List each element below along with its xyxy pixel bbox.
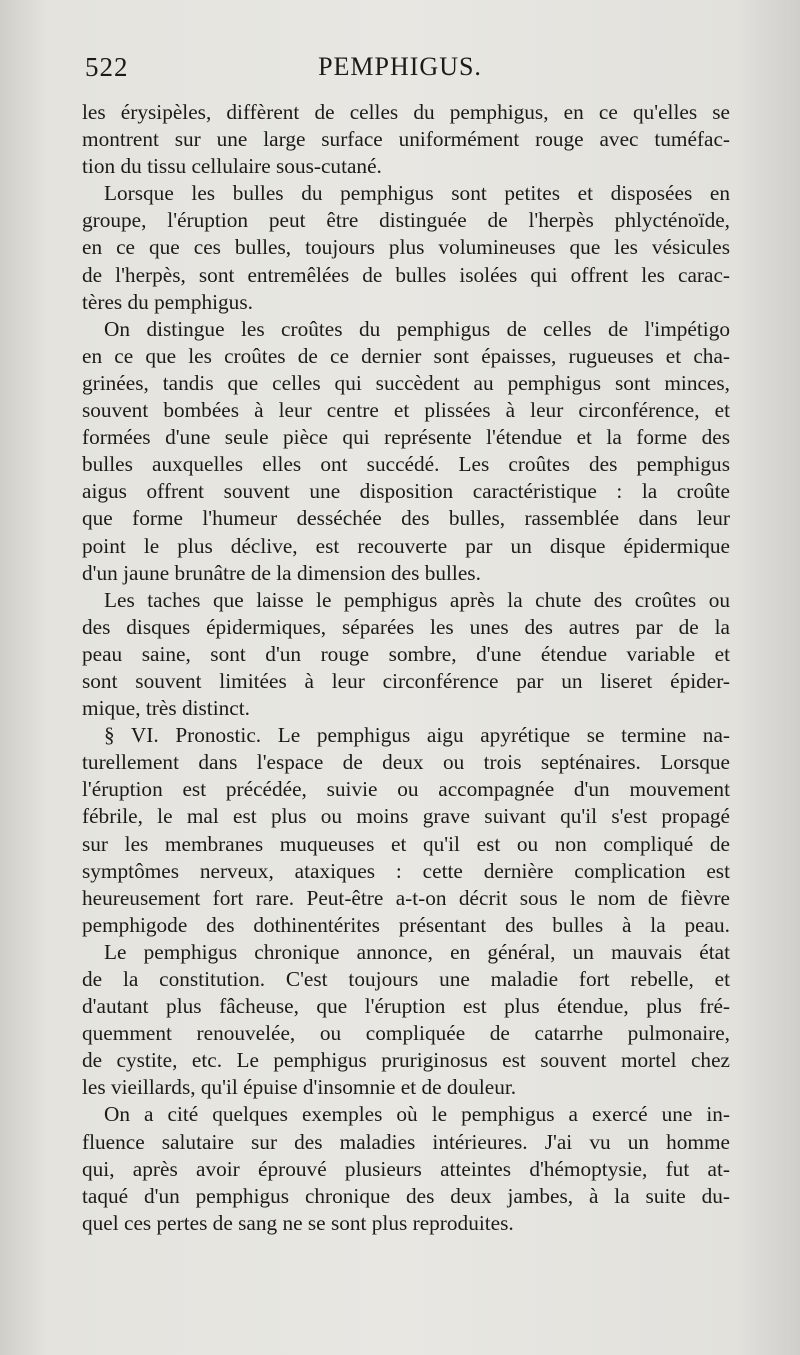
- text-line: symptômes nerveux, ataxiques : cette dernière complication est: [82, 858, 730, 883]
- paragraph: [82, 939, 730, 1102]
- paragraph: [82, 99, 730, 180]
- paragraph: [82, 316, 730, 587]
- text-line: fluence salutaire sur des maladies intérieures. J'ai vu un homme: [82, 1129, 730, 1154]
- text-line: formées d'une seule pièce qui représente l'étendue et la forme des: [82, 425, 730, 450]
- text-line: grinées, tandis que celles qui succèdent au pemphigus sont minces,: [82, 370, 730, 395]
- text-line: en ce que ces bulles, toujours plus volumineuses que les vésicules: [82, 235, 730, 260]
- text-line: turellement dans l'espace de deux ou trois septénaires. Lorsque: [82, 750, 730, 775]
- paragraph: [82, 180, 730, 315]
- text-line: On a cité quelques exemples où le pemphigus a exercé une in-: [104, 1102, 730, 1127]
- text-line: bulles auxquelles elles ont succédé. Les croûtes des pemphigus: [82, 452, 730, 477]
- text-line: pemphigode des dothinentérites présentant des bulles à la peau.: [82, 912, 730, 937]
- text-line: de la constitution. C'est toujours une maladie fort rebelle, et: [82, 967, 730, 991]
- text-line: quel ces pertes de sang ne se sont plus reproduites.: [82, 1210, 514, 1235]
- text-line: Les taches que laisse le pemphigus après la chute des croûtes ou: [104, 587, 730, 612]
- paragraph: [82, 722, 730, 939]
- body-text: [82, 99, 730, 1237]
- text-line: de cystite, etc. Le pemphigus pruriginosus est souvent mortel chez: [82, 1048, 730, 1073]
- text-line: Lorsque les bulles du pemphigus sont petites et disposées en: [104, 181, 730, 206]
- text-line: taqué d'un pemphigus chronique des deux jambes, à la suite du-: [82, 1183, 730, 1208]
- text-line: l'éruption est précédée, suivie ou accompagnée d'un mouvement: [82, 777, 730, 802]
- text-line: que forme l'humeur desséchée des bulles, rassemblée dans leur: [82, 506, 730, 531]
- text-line: mique, très distinct.: [82, 696, 250, 721]
- text-line: montrent sur une large surface uniformément rouge avec tuméfac-: [82, 127, 730, 152]
- text-line: § VI. Pronostic. Le pemphigus aigu apyrétique se termine na-: [104, 723, 730, 748]
- text-line: groupe, l'éruption peut être distinguée de l'herpès phlycténoïde,: [82, 208, 730, 233]
- text-line: On distingue les croûtes du pemphigus de celles de l'impétigo: [104, 316, 730, 341]
- text-line: tères du pemphigus.: [82, 289, 253, 314]
- paragraph: [82, 587, 730, 722]
- page-number: 522: [85, 52, 129, 82]
- running-title: PEMPHIGUS.: [318, 52, 482, 81]
- text-line: qui, après avoir éprouvé plusieurs atteintes d'hémoptysie, fut at-: [82, 1156, 730, 1181]
- text-line: les érysipèles, diffèrent de celles du pemphigus, en ce qu'elles se: [82, 100, 730, 124]
- text-line: Le pemphigus chronique annonce, en général, un mauvais état: [104, 939, 730, 964]
- paragraph: [82, 1101, 730, 1236]
- text-line: en ce que les croûtes de ce dernier sont épaisses, rugueuses et cha-: [82, 343, 730, 368]
- text-line: les vieillards, qu'il épuise d'insomnie et de douleur.: [82, 1075, 517, 1100]
- text-line: point le plus déclive, est recouverte par un disque épidermique: [82, 533, 730, 558]
- text-line: fébrile, le mal est plus ou moins grave suivant qu'il s'est propagé: [82, 804, 730, 829]
- text-line: tion du tissu cellulaire sous-cutané.: [82, 154, 382, 179]
- text-line: d'autant plus fâcheuse, que l'éruption est plus étendue, plus fré-: [82, 994, 730, 1019]
- text-line: de l'herpès, sont entremêlées de bulles isolées qui offrent les carac-: [82, 262, 730, 287]
- text-line: quemment renouvelée, ou compliquée de catarrhe pulmonaire,: [82, 1021, 730, 1046]
- text-line: sont souvent limitées à leur circonférence par un liseret épider-: [82, 668, 730, 693]
- text-line: aigus offrent souvent une disposition caractéristique : la croûte: [82, 479, 730, 504]
- page-header: [80, 52, 720, 92]
- text-line: souvent bombées à leur centre et plissées à leur circonférence, et: [82, 398, 730, 423]
- text-line: d'un jaune brunâtre de la dimension des bulles.: [82, 560, 481, 585]
- text-line: sur les membranes muqueuses et qu'il est ou non compliqué de: [82, 831, 730, 856]
- text-line: peau saine, sont d'un rouge sombre, d'une étendue variable et: [82, 641, 730, 666]
- text-line: des disques épidermiques, séparées les unes des autres par de la: [82, 614, 730, 639]
- text-line: heureusement fort rare. Peut-être a-t-on décrit sous le nom de fièvre: [82, 885, 730, 910]
